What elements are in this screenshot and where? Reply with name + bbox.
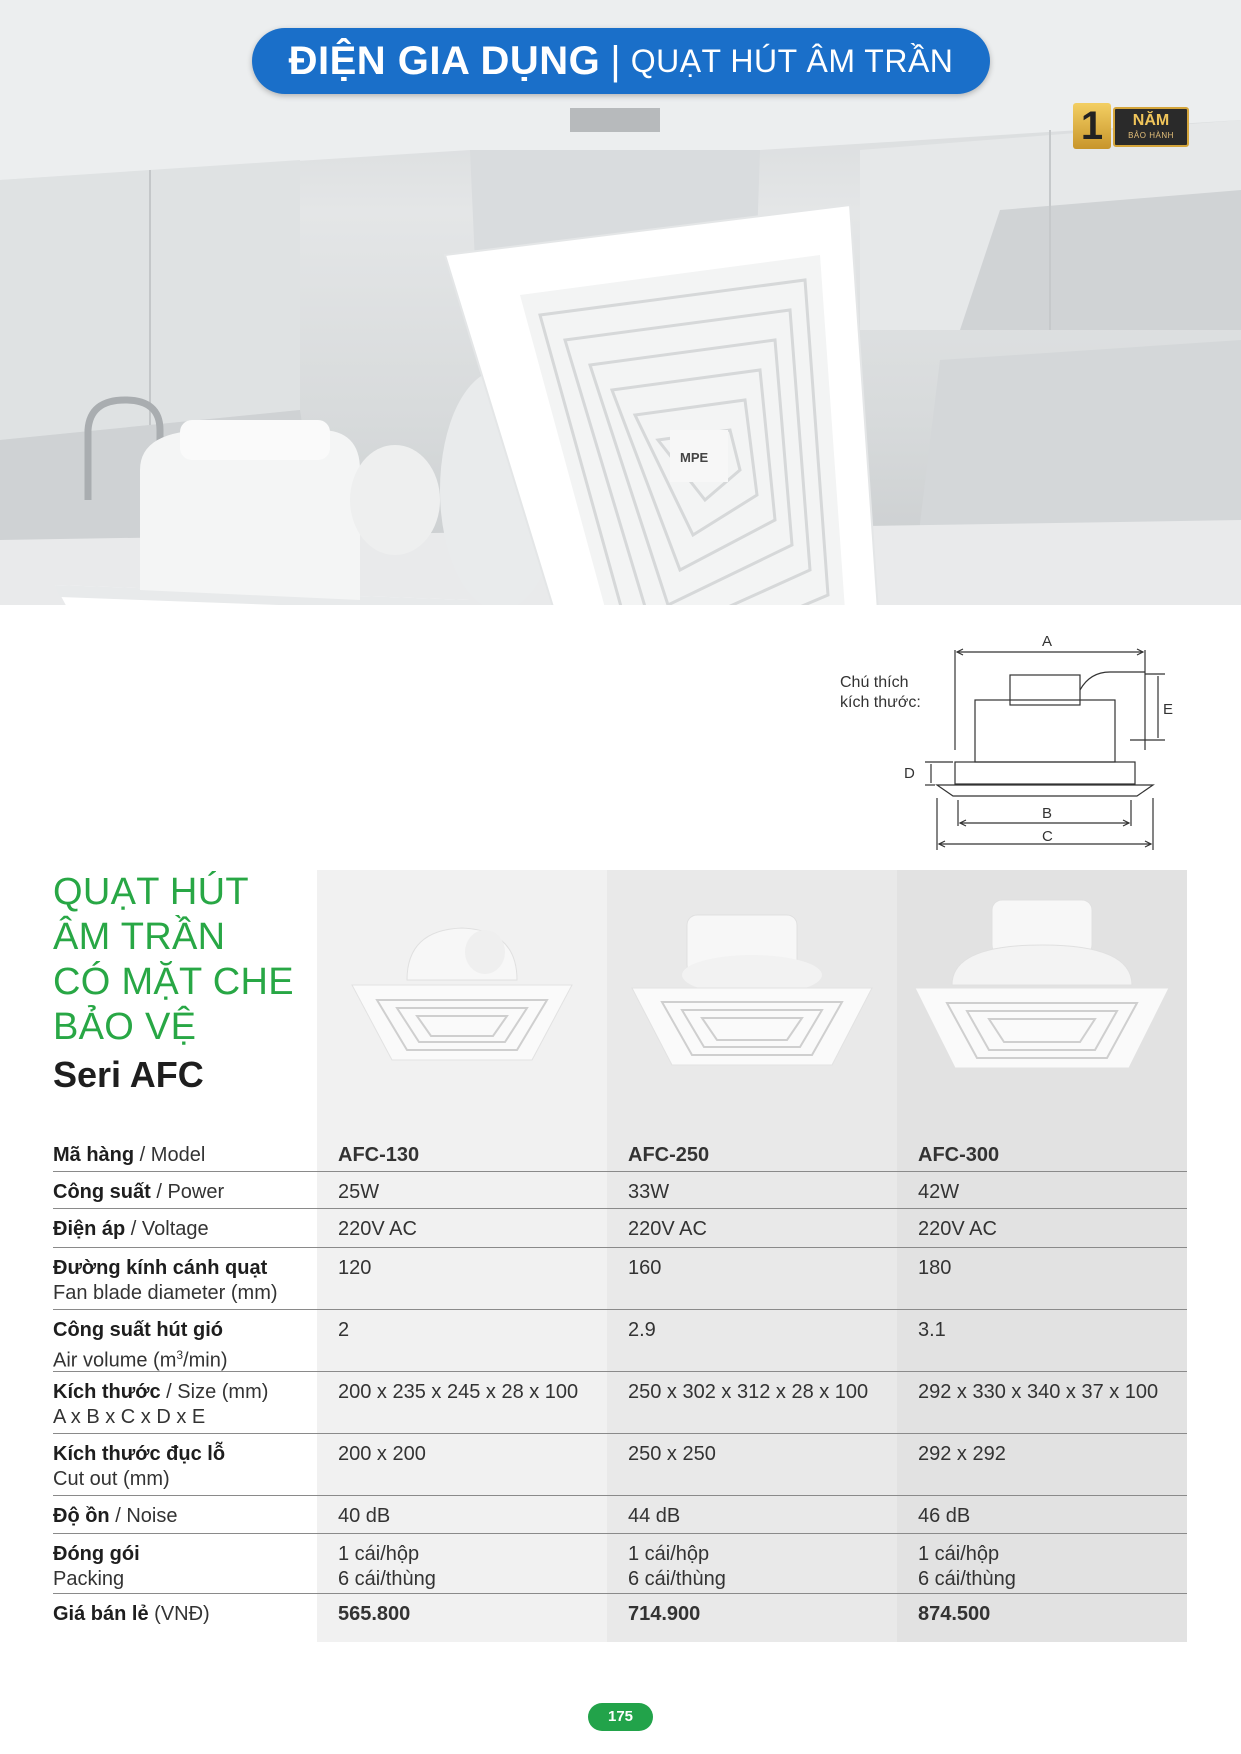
category-title: ĐIỆN GIA DỤNG <box>288 38 601 83</box>
dim-label-b: B <box>1042 805 1053 822</box>
spec-value: 220V AC <box>338 1218 417 1240</box>
spec-value: 40 dB <box>338 1505 391 1527</box>
price-value: 565.800 <box>338 1603 411 1625</box>
section-title-banner <box>252 28 990 94</box>
spec-value: 220V AC <box>628 1218 707 1240</box>
product-title-line-4: BẢO VỆ <box>53 1006 197 1048</box>
spec-label: Độ ồn / Noise <box>53 1505 178 1527</box>
spec-label: Đóng gói Packing <box>53 1543 140 1590</box>
spec-value: 25W <box>338 1181 380 1203</box>
spec-row-model <box>53 1135 1187 1172</box>
spec-label: Kích thước đục lỗ Cut out (mm) <box>53 1443 226 1490</box>
spec-value: 292 x 330 x 340 x 37 x 100 <box>918 1381 1159 1403</box>
spec-value: 1 cái/hộp 6 cái/thùng <box>338 1543 436 1590</box>
spec-row-air-volume <box>53 1310 1187 1372</box>
title-separator: | <box>610 38 621 83</box>
dimension-note-line1: Chú thích <box>840 674 909 691</box>
dim-label-d: D <box>904 765 915 782</box>
spec-label: Mã hàng / Model <box>53 1144 206 1166</box>
spec-table <box>53 1135 1187 1634</box>
product-title-line-3: CÓ MẶT CHE <box>53 961 294 1003</box>
warranty-years: 1 <box>1073 103 1111 149</box>
spec-value: 292 x 292 <box>918 1443 1006 1465</box>
spec-row-fan-diameter <box>53 1248 1187 1310</box>
price-value: 714.900 <box>628 1603 701 1625</box>
spec-label: Kích thước / Size (mm) A x B x C x D x E <box>53 1381 269 1428</box>
product-image-afc-300 <box>897 890 1187 1090</box>
spec-value: 120 <box>338 1257 372 1279</box>
dim-label-c: C <box>1042 828 1053 845</box>
mpe-logo-text: MPE <box>680 450 709 465</box>
spec-value: 250 x 250 <box>628 1443 716 1465</box>
spec-value: 44 dB <box>628 1505 681 1527</box>
spec-row-cutout <box>53 1434 1187 1496</box>
dimension-diagram <box>895 630 1175 850</box>
spec-value: 1 cái/hộp 6 cái/thùng <box>628 1543 726 1590</box>
spec-row-power <box>53 1172 1187 1209</box>
spec-value: 220V AC <box>918 1218 997 1240</box>
price-value: 874.500 <box>918 1603 991 1625</box>
spec-value: 42W <box>918 1181 960 1203</box>
product-image-afc-250 <box>607 890 897 1090</box>
spec-value: 3.1 <box>918 1319 946 1341</box>
spec-value: 160 <box>628 1257 662 1279</box>
warranty-unit: NĂM <box>1132 112 1170 129</box>
product-heading <box>53 870 294 1098</box>
spec-label: Công suất hút gió Air volume $(m^3/\min)$ <box>53 1319 228 1372</box>
spec-value: 33W <box>628 1181 670 1203</box>
spec-row-noise <box>53 1496 1187 1534</box>
spec-value: 250 x 302 x 312 x 28 x 100 <box>628 1381 869 1403</box>
product-series: Seri AFC <box>53 1054 204 1095</box>
spec-label: Công suất / Power <box>53 1181 225 1203</box>
product-image-afc-130 <box>317 890 607 1090</box>
spec-value: 1 cái/hộp 6 cái/thùng <box>918 1543 1016 1590</box>
spec-value: 180 <box>918 1257 952 1279</box>
page-number: 175 <box>588 1703 653 1731</box>
spec-label: Điện áp / Voltage <box>53 1218 209 1240</box>
spec-value: AFC-300 <box>918 1144 1000 1166</box>
warranty-label-box <box>1113 107 1189 147</box>
spec-value: 46 dB <box>918 1505 971 1527</box>
spec-row-voltage <box>53 1209 1187 1248</box>
spec-row-size <box>53 1372 1187 1434</box>
product-title-line-2: ÂM TRẦN <box>53 916 226 958</box>
spec-value: 200 x 200 <box>338 1443 426 1465</box>
product-title-line-1: QUẠT HÚT <box>53 871 249 913</box>
dim-label-a: A <box>1042 633 1053 650</box>
warranty-badge <box>1073 103 1189 149</box>
spec-value: AFC-250 <box>628 1144 710 1166</box>
subcategory-title: QUẠT HÚT ÂM TRẦN <box>630 42 954 79</box>
spec-value: 2.9 <box>628 1319 656 1341</box>
spec-row-packing <box>53 1534 1187 1594</box>
spec-label: Giá bán lẻ (VNĐ) <box>53 1603 210 1625</box>
spec-value: AFC-130 <box>338 1144 420 1166</box>
dimension-note-line2: kích thước: <box>840 694 921 711</box>
dim-label-e: E <box>1163 701 1174 718</box>
spec-label: Đường kính cánh quạt Fan blade diameter (mm) <box>53 1257 278 1304</box>
spec-value: 2 <box>338 1319 350 1341</box>
spec-row-price <box>53 1594 1187 1634</box>
warranty-caption: BẢO HÀNH <box>1128 131 1174 140</box>
spec-value: 200 x 235 x 245 x 28 x 100 <box>338 1381 579 1403</box>
